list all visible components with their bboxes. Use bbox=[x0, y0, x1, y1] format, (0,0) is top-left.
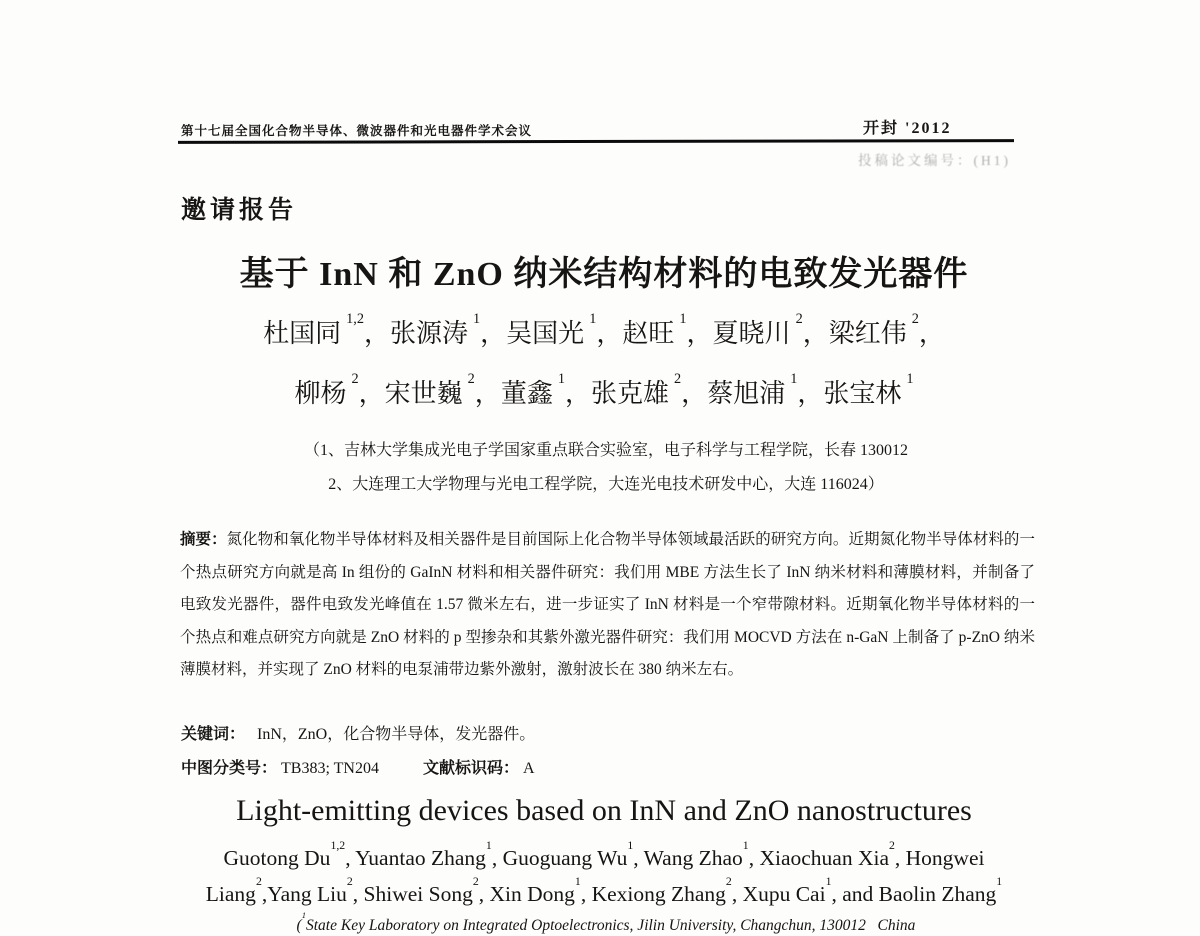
author-superscript: 1 bbox=[790, 371, 798, 388]
abstract bbox=[180, 524, 1035, 687]
author bbox=[267, 873, 364, 907]
author-superscript: 1 bbox=[627, 837, 634, 852]
authors-en-line1 bbox=[140, 837, 1068, 871]
author bbox=[591, 873, 743, 907]
author-name: Guotong Du bbox=[223, 846, 331, 871]
author-name: Guoguang Wu bbox=[502, 846, 628, 871]
author-separator: ， bbox=[363, 319, 390, 348]
author-separator: ， bbox=[686, 319, 713, 348]
author-separator: , bbox=[352, 882, 364, 907]
author-superscript: 1 bbox=[825, 873, 832, 888]
author-name: 蔡旭浦 bbox=[707, 379, 786, 408]
author-superscript: 2 bbox=[911, 311, 919, 328]
author bbox=[205, 873, 268, 907]
affiliation-en bbox=[180, 910, 1032, 935]
header-rule bbox=[178, 139, 1014, 144]
author bbox=[828, 311, 945, 348]
document-code-value: A bbox=[522, 760, 535, 777]
author-name: 张克雄 bbox=[591, 379, 670, 408]
abstract-label: 摘要： bbox=[180, 531, 227, 548]
author-superscript: 1 bbox=[589, 311, 597, 328]
author-name: 杜国同 bbox=[263, 319, 342, 348]
authors-cn-line2 bbox=[150, 373, 1058, 410]
author bbox=[506, 311, 623, 348]
author-name: 张宝林 bbox=[823, 379, 902, 408]
author-name: Wang Zhao bbox=[643, 846, 743, 871]
authors-cn-line1 bbox=[150, 313, 1058, 350]
author bbox=[363, 873, 490, 907]
author bbox=[823, 371, 914, 408]
author-separator: , bbox=[731, 882, 743, 907]
keywords-label: 关键词： bbox=[181, 726, 246, 743]
author-separator: , bbox=[261, 882, 268, 907]
author-superscript: 1 bbox=[996, 873, 1003, 888]
author-separator: ， bbox=[564, 379, 591, 408]
author-name: Shiwei Song bbox=[363, 882, 473, 907]
author bbox=[355, 837, 503, 871]
author-name: 张源涛 bbox=[389, 319, 468, 348]
author-name: Xin Dong bbox=[489, 882, 575, 907]
author-superscript: 2 bbox=[472, 873, 479, 888]
author bbox=[712, 311, 829, 348]
author-separator: , and bbox=[831, 882, 879, 907]
paper-title-cn: 基于 InN 和 ZnO 纳米结构材料的电致发光器件 bbox=[239, 256, 969, 293]
venue-year-label: 开封 '2012 bbox=[863, 120, 952, 137]
author-separator: , bbox=[633, 846, 644, 871]
author bbox=[759, 837, 906, 871]
author-superscript: 1 bbox=[473, 311, 481, 328]
author bbox=[500, 371, 591, 408]
author bbox=[489, 873, 592, 907]
author-separator: ， bbox=[596, 319, 623, 348]
clc-label: 中图分类号： bbox=[181, 760, 278, 777]
author-separator: , bbox=[580, 882, 592, 907]
affiliation-en-prefix: ( bbox=[296, 917, 302, 935]
author-superscript: 1 bbox=[679, 311, 687, 328]
author-superscript: 1 bbox=[574, 873, 581, 888]
author-separator: ， bbox=[797, 379, 824, 408]
author-name: 柳杨 bbox=[294, 379, 347, 408]
author-separator: ， bbox=[681, 379, 708, 408]
author bbox=[223, 837, 356, 871]
author-name: 梁红伟 bbox=[828, 319, 907, 348]
author-name: Baolin Zhang bbox=[878, 882, 997, 907]
author-separator: , bbox=[345, 846, 356, 871]
author-name: Yuantao Zhang bbox=[355, 846, 486, 871]
author-separator: ， bbox=[802, 319, 829, 348]
author-separator: , bbox=[478, 882, 490, 907]
author-superscript: 1 bbox=[557, 371, 565, 388]
abstract-text: 氮化物和氧化物半导体材料及相关器件是目前国际上化合物半导体领域最活跃的研究方向。近期氮化物半导体材料的一个热点研究方向就是高 In 组份的 GaInN 材料和相关器件研究：我们用 MBE 方法生长了 InN 纳米材料和薄膜材料，并制备了电致发光器件，器件电致发光峰值在 1.57 微米左右，进一步证实了 InN 材料是一个窄带隙材料。近期氧化物半导体材料的一个热点和难点研究方向就是 ZnO 材料的 p 型掺杂和其紫外激光器件研究：我们用 MOCVD 方法在 n-GaN 上制备了 p-ZnO 纳米薄膜材料，并实现了 ZnO 材料的电泵浦带边紫外激射，激射波长在 380 纳米左右。 bbox=[180, 531, 1035, 678]
author-superscript: 1,2 bbox=[330, 837, 346, 852]
author bbox=[643, 837, 760, 871]
author-name: Liang bbox=[205, 882, 256, 907]
author-name: Kexiong Zhang bbox=[591, 882, 726, 907]
author bbox=[389, 311, 507, 348]
author bbox=[591, 371, 708, 408]
author-name: 宋世巍 bbox=[384, 379, 463, 408]
author bbox=[502, 837, 644, 871]
author-name: Xiaochuan Xia bbox=[759, 846, 889, 871]
affiliation-cn-2: 2、大连理工大学物理与光电工程学院，大连光电技术研发中心，大连 116024） bbox=[328, 476, 884, 493]
author-superscript: 1,2 bbox=[346, 311, 364, 328]
author-name: 赵旺 bbox=[622, 319, 675, 348]
author-superscript: 2 bbox=[351, 371, 359, 388]
author-superscript: 2 bbox=[888, 837, 895, 852]
author-separator: ， bbox=[474, 379, 501, 408]
author-separator: , bbox=[491, 846, 503, 871]
author-superscript: 1 bbox=[906, 371, 914, 388]
affiliation-cn-1: （1、吉林大学集成光电子学国家重点联合实验室，电子科学与工程学院，长春 130012 bbox=[303, 442, 908, 459]
author bbox=[878, 873, 1003, 907]
paper-title-en: Light-emitting devices based on InN and ZnO nanostructures bbox=[236, 794, 972, 827]
author bbox=[294, 371, 385, 408]
keywords-text: InN，ZnO，化合物半导体，发光器件。 bbox=[257, 726, 536, 743]
author-superscript: 2 bbox=[674, 371, 682, 388]
authors-en-line2 bbox=[140, 873, 1068, 907]
author-name: Yang Liu bbox=[267, 882, 347, 907]
author bbox=[906, 846, 985, 870]
author-separator: ， bbox=[358, 379, 385, 408]
author-separator: ， bbox=[480, 319, 507, 348]
affiliation-en-text: State Key Laboratory on Integrated Optoelectronics, Jilin University, Changchun, 130012 China bbox=[305, 917, 916, 935]
author bbox=[384, 371, 501, 408]
classification-line bbox=[181, 755, 535, 778]
author-superscript: 1 bbox=[742, 837, 749, 852]
author-separator: , bbox=[894, 846, 906, 871]
keywords-line bbox=[181, 721, 535, 744]
submission-number-stamp: 投稿论文编号：(H1) bbox=[858, 153, 1011, 168]
author-name: Hongwei bbox=[905, 846, 985, 871]
clc-value: TB383; TN204 bbox=[281, 760, 379, 777]
author-superscript: 1 bbox=[485, 837, 492, 852]
conference-name: 第十七届全国化合物半导体、微波器件和光电器件学术会议 bbox=[181, 124, 533, 138]
author-superscript: 2 bbox=[346, 873, 353, 888]
document-code-label: 文献标识码： bbox=[422, 760, 519, 777]
author-name: 夏晓川 bbox=[712, 319, 791, 348]
author bbox=[263, 311, 390, 348]
author-separator: , bbox=[748, 846, 760, 871]
report-type-label: 邀请报告 bbox=[181, 197, 298, 224]
author-name: 董鑫 bbox=[500, 379, 553, 408]
author bbox=[707, 371, 824, 408]
author-name: 吴国光 bbox=[506, 319, 585, 348]
author-name: Xupu Cai bbox=[742, 882, 826, 907]
author-separator: ， bbox=[918, 319, 945, 348]
author bbox=[742, 873, 879, 907]
author-superscript: 2 bbox=[255, 873, 262, 888]
author-superscript: 2 bbox=[725, 873, 732, 888]
affiliation-superscript: 1 bbox=[301, 910, 306, 921]
author-superscript: 2 bbox=[467, 371, 475, 388]
author bbox=[622, 311, 713, 348]
author-superscript: 2 bbox=[795, 311, 803, 328]
